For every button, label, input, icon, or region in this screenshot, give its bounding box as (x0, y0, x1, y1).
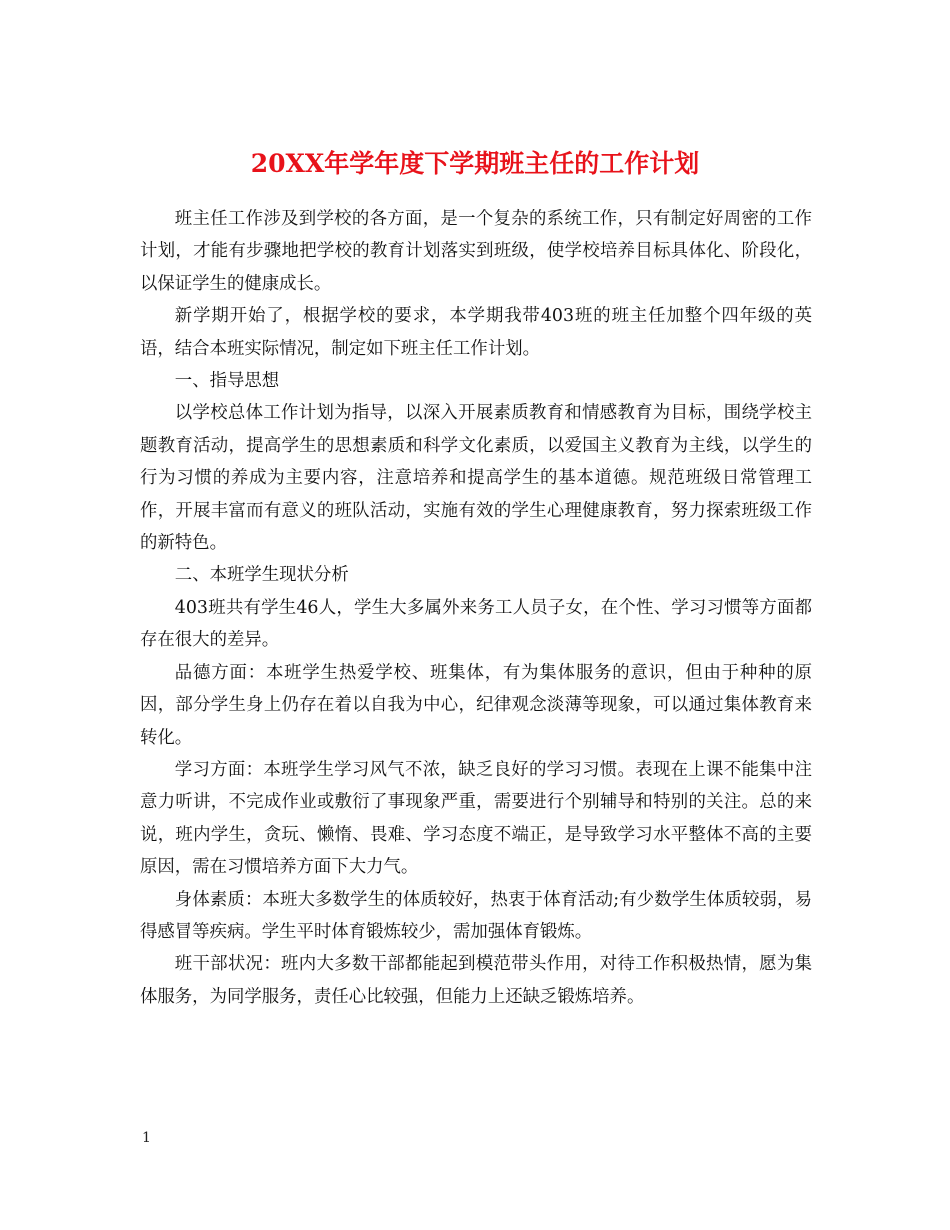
heading-guiding-ideology: 一、指导思想 (174, 371, 280, 392)
paragraph-morality: 品德方面：本班学生热爱学校、班集体，有为集体服务的意识，但由于种种的原因，部分学生身上仍存在着以自我为中心，纪律观念淡薄等现象，可以通过集体教育来转化。 (140, 662, 812, 748)
paragraph-study: 学习方面：本班学生学习风气不浓，缺乏良好的学习习惯。表现在上课不能集中注意力听讲，不完成作业或敷衍了事现象严重，需要进行个别辅导和特别的关注。总的来说，班内学生，贪玩、懒惰、畏难、学习态度不端正，是导致学习水平整体不高的主要原因，需在习惯培养方面下大力气。 (140, 759, 812, 878)
document-body (140, 203, 812, 1013)
page-number: 1 (142, 1130, 151, 1146)
paragraph-intro: 班主任工作涉及到学校的各方面，是一个复杂的系统工作，只有制定好周密的工作计划，才能有步骤地把学校的教育计划落实到班级，使学校培养目标具体化、阶段化，以保证学生的健康成长。 (140, 209, 812, 294)
paragraph-class-overview: 403班共有学生46人，学生大多属外来务工人员子女，在个性、学习习惯等方面都存在很大的差异。 (140, 597, 812, 651)
paragraph-new-semester: 新学期开始了，根据学校的要求，本学期我带403班的班主任加整个四年级的英语，结合本班实际情况，制定如下班主任工作计划。 (140, 306, 812, 359)
paragraph-guiding-ideology: 以学校总体工作计划为指导，以深入开展素质教育和情感教育为目标，围绕学校主题教育活动，提高学生的思想素质和科学文化素质，以爱国主义教育为主线，以学生的行为习惯的养成为主要内容，注意培养和提高学生的基本道德。规范班级日常管理工作，开展丰富而有意义的班队活动，实施有效的学生心理健康教育，努力探索班级工作的新特色。 (140, 403, 812, 554)
paragraph-class-cadres: 班干部状况：班内大多数干部都能起到模范带头作用，对待工作积极热情，愿为集体服务，为同学服务，责任心比较强，但能力上还缺乏锻炼培养。 (140, 954, 812, 1007)
paragraph-physical: 身体素质：本班大多数学生的体质较好，热衷于体育活动;有少数学生体质较弱，易得感冒等疾病。学生平时体育锻炼较少，需加强体育锻炼。 (140, 889, 812, 942)
heading-class-analysis: 二、本班学生现状分析 (174, 565, 349, 586)
document-title: 20XX年学年度下学期班主任的工作计划 (250, 148, 700, 178)
